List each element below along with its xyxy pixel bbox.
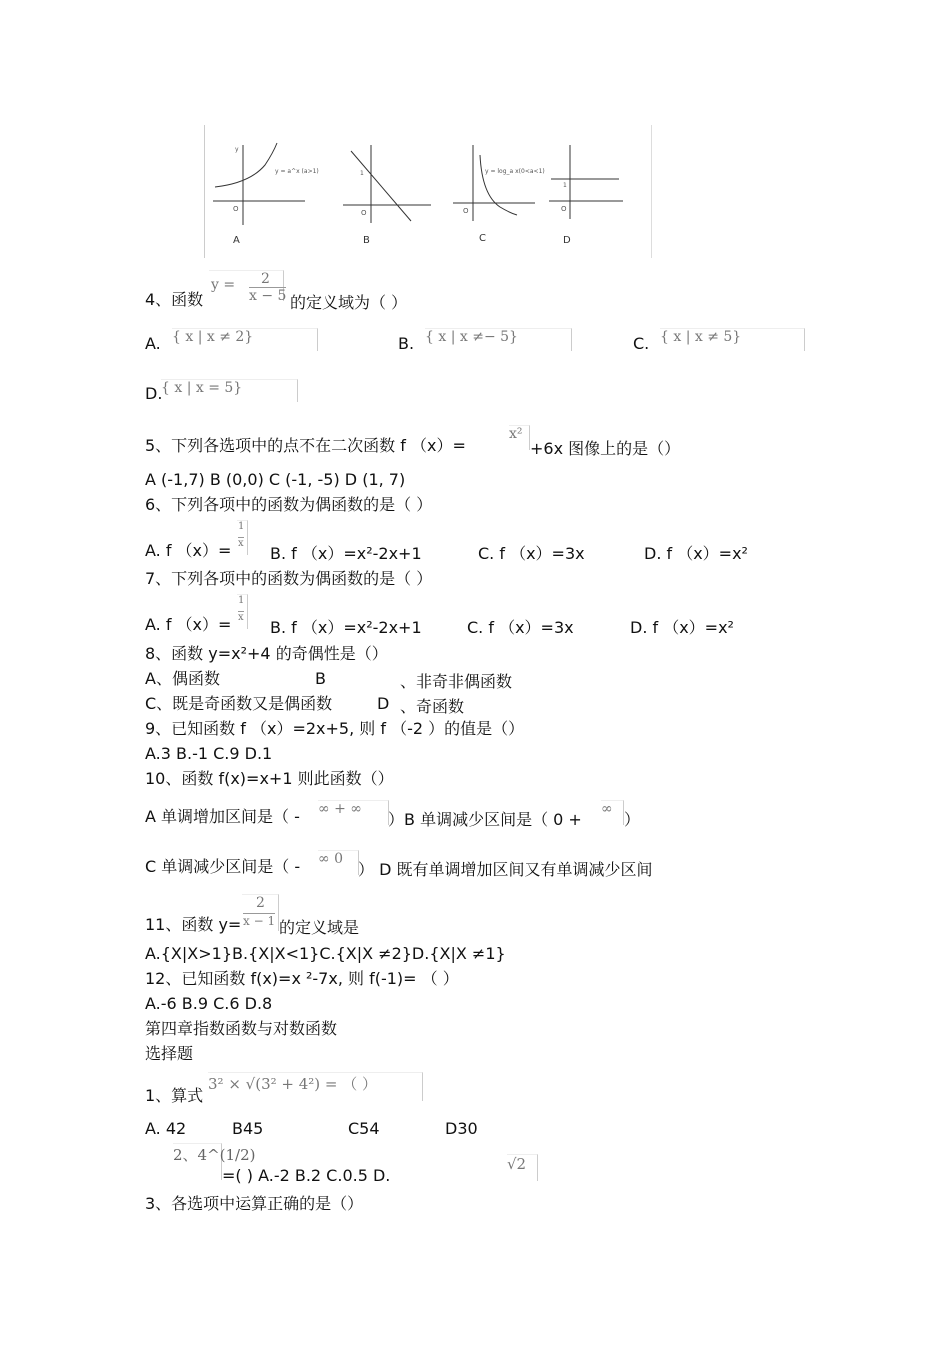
q4-opt-d: { x | x = 5} (161, 379, 298, 402)
q6-opt-a-fraction: 1 x (237, 520, 248, 555)
q11-stem-post: 的定义域是 (279, 918, 360, 937)
q7-opt-c: C. f （x）=3x (467, 618, 574, 637)
q10-opt-c-post: ） D 既有单调增加区间又有单调减少区间 (358, 860, 653, 879)
function-graphs-figure (204, 125, 652, 258)
q10-opt-c-formula: ∞ 0 (318, 850, 359, 875)
c2-formula: 2、4^(1/2) (173, 1143, 222, 1180)
q7-opt-b: B. f （x）=x²-2x+1 (270, 618, 422, 637)
c3-stem: 3、各选项中运算正确的是（） (145, 1194, 364, 1213)
q8-stem: 8、函数 y=x²+4 的奇偶性是（） (145, 644, 388, 663)
c1-opt-b: B45 (232, 1119, 264, 1138)
graph-b-label: B (363, 235, 370, 246)
q10-stem: 10、函数 f(x)=x+1 则此函数（） (145, 769, 394, 788)
graph-d-one: 1 (563, 182, 567, 189)
q4-stem-pre: 4、函数 (145, 290, 204, 309)
q4-opt-c-label: C. (633, 334, 650, 353)
q4-opt-b: { x | x ≠− 5} (425, 328, 572, 351)
graph-a-yaxis: y (235, 146, 239, 153)
q9-stem: 9、已知函数 f （x）=2x+5, 则 f （-2 ）的值是（） (145, 719, 525, 738)
q4-opt-b-label: B. (398, 334, 415, 353)
q6-opt-a: A. f （x）= (145, 541, 232, 560)
q5-formula: x² (509, 425, 530, 450)
graph-c-label: C (479, 233, 486, 244)
q10-opt-c-pre: C 单调减少区间是（ - (145, 857, 301, 876)
q4-opt-c: { x | x ≠ 5} (660, 328, 805, 351)
graph-b-one: 1 (360, 170, 364, 177)
q4-opt-d-label: D. (145, 384, 163, 403)
q5-stem-post: +6x 图像上的是（） (530, 439, 681, 458)
q6-opt-b: B. f （x）=x²-2x+1 (270, 544, 422, 563)
q8-opt-d-letter: D (377, 694, 390, 713)
q5-stem-pre: 5、下列各选项中的点不在二次函数 f （x）= (145, 436, 466, 455)
graph-a-label: A (233, 235, 240, 246)
c2-opt-d-formula: √2 (507, 1154, 538, 1181)
graph-d-origin: O (561, 205, 567, 213)
q7-opt-d: D. f （x）=x² (630, 618, 734, 637)
q4-formula: y = 2 x − 5 (211, 271, 287, 304)
q8-opt-d-text: 、奇函数 (400, 697, 465, 716)
section-title: 选择题 (145, 1044, 194, 1063)
q11-stem-pre: 11、函数 y= (145, 915, 242, 934)
q7-opt-a-fraction: 1 x (237, 594, 248, 629)
graph-d-label: D (563, 235, 571, 246)
chapter-title: 第四章指数函数与对数函数 (145, 1019, 338, 1038)
q7-stem: 7、下列各项中的函数为偶函数的是（ ） (145, 569, 433, 588)
c1-formula: 3² × √(3² + 4²) = （ ） (208, 1072, 423, 1101)
graph-c-origin: O (463, 207, 469, 215)
q12-stem: 12、已知函数 f(x)=x ²-7x, 则 f(-1)= （ ） (145, 969, 459, 988)
q11-options: A.{X|X>1}B.{X|X<1}C.{X|X ≠2}D.{X|X ≠1} (145, 944, 506, 963)
c1-opt-c: C54 (348, 1119, 380, 1138)
q10-opt-a-formula: ∞ + ∞ (318, 800, 389, 825)
q4-opt-a-label: A. (145, 334, 161, 353)
c1-stem: 1、算式 (145, 1086, 204, 1105)
q8-opt-a: A、偶函数 (145, 669, 220, 688)
q9-options: A.3 B.-1 C.9 D.1 (145, 744, 273, 763)
q10-opt-b-post: ） (624, 810, 641, 829)
graphs-svg (205, 125, 651, 258)
q8-opt-b-letter: B (315, 669, 326, 688)
graph-a-formula: y = a^x (a>1) (275, 168, 319, 175)
q8-opt-c: C、既是奇函数又是偶函数 (145, 694, 333, 713)
q4-stem-post: 的定义域为（ ） (290, 293, 408, 312)
c1-opt-a: A. 42 (145, 1119, 187, 1138)
q7-opt-a: A. f （x）= (145, 615, 232, 634)
q12-options: A.-6 B.9 C.6 D.8 (145, 994, 273, 1013)
graph-b (343, 145, 431, 223)
q10-opt-a-pre: A 单调增加区间是（ - (145, 807, 300, 826)
q4-opt-a: { x | x ≠ 2} (172, 328, 318, 351)
q10-opt-a-post: ）B 单调减少区间是（ 0 + (388, 810, 582, 829)
q8-opt-b-text: 、非奇非偶函数 (400, 672, 513, 691)
graph-b-origin: O (361, 209, 367, 217)
q10-opt-b-formula: ∞ (601, 800, 624, 825)
q5-options: A (-1,7) B (0,0) C (-1, -5) D (1, 7) (145, 470, 406, 489)
graph-a-origin: O (233, 205, 239, 213)
c1-opt-d: D30 (445, 1119, 478, 1138)
c2-stem: =( ) A.-2 B.2 C.0.5 D. (222, 1166, 391, 1185)
q6-stem: 6、下列各项中的函数为偶函数的是（ ） (145, 495, 433, 514)
q6-opt-d: D. f （x）=x² (644, 544, 748, 563)
graph-c-formula: y = log_a x(0<a<1) (485, 168, 545, 175)
q6-opt-c: C. f （x）=3x (478, 544, 585, 563)
q11-formula: 2 x − 1 (242, 894, 279, 931)
graph-a (213, 143, 305, 225)
